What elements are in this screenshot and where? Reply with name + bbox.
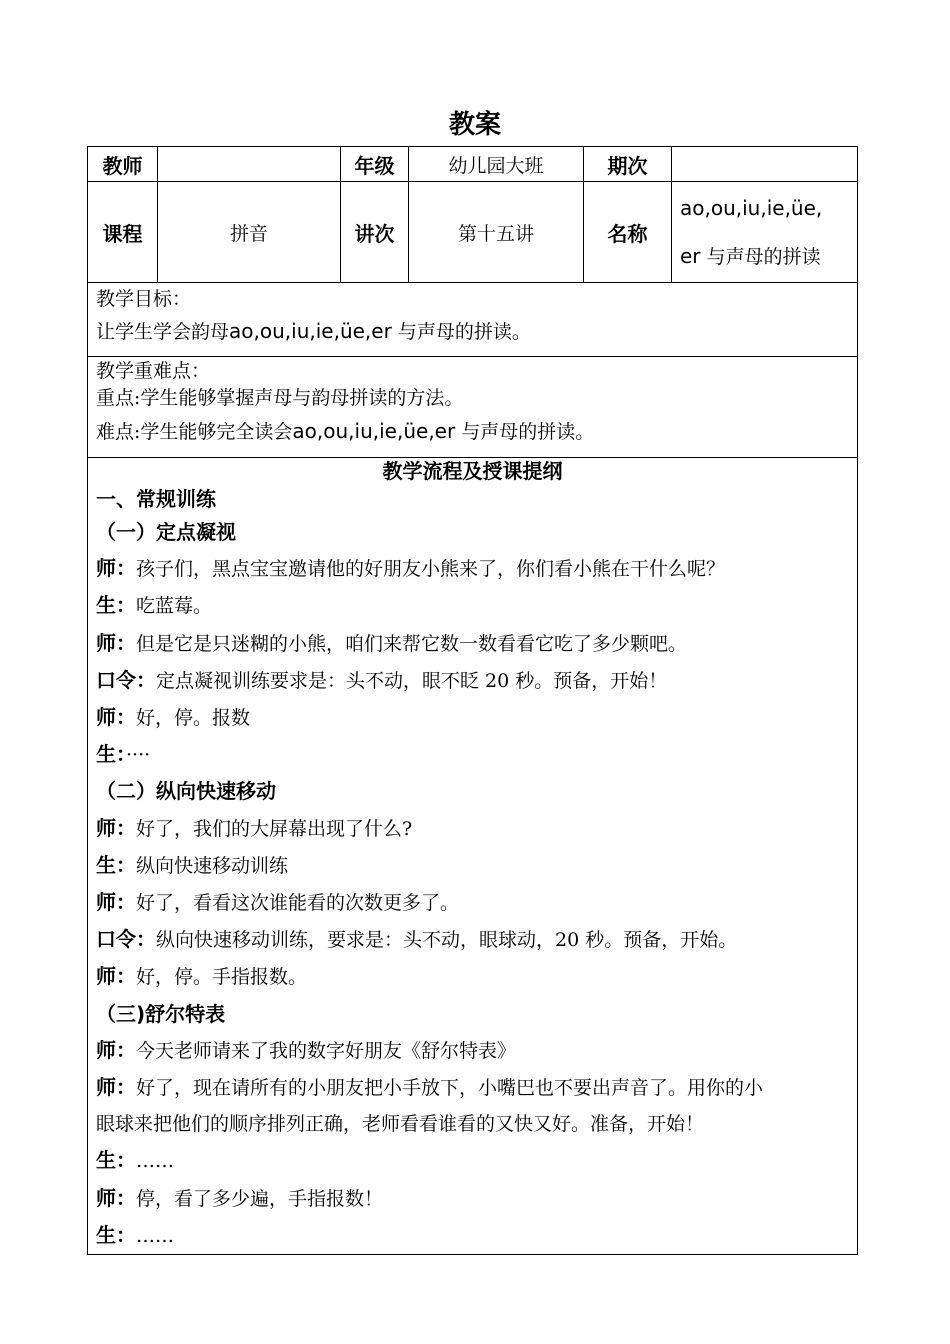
dialogue-group-2 (96, 810, 849, 996)
speaker-label: 师： (96, 964, 136, 989)
difficulty-hard-point (96, 413, 849, 450)
dialogue-text: 眼球来把他们的顺序排列正确，老师看看谁看的又快又好。准备，开始！ (96, 1113, 705, 1136)
goal-text-c: 与声母的拼读。 (397, 321, 531, 343)
course-label: 课程 (88, 182, 158, 283)
hard-point-c: 与声母的拼读。 (461, 421, 595, 443)
dialogue-line (96, 847, 849, 884)
dialogue-group-3 (96, 1032, 849, 1254)
grade-value: 幼儿园大班 (409, 147, 584, 182)
header-row-2 (88, 182, 858, 283)
hard-point-b: ao,ou,iu,ie,üe,er (292, 419, 456, 443)
speaker-label: 师： (96, 1037, 136, 1062)
flow-heading: 教学流程及授课提纲 (382, 459, 563, 483)
dialogue-line (96, 921, 849, 958)
dialogue-text: 停，看了多少遍，手指报数！ (136, 1187, 384, 1210)
name-label: 名称 (584, 182, 672, 283)
dialogue-line (96, 1180, 849, 1217)
speaker-label: 生： (96, 1222, 136, 1247)
name-value-line2 (680, 232, 857, 281)
document-title: 教案 (448, 110, 501, 140)
dialogue-line (96, 736, 849, 773)
dialogue-text: 好，停。手指报数。 (136, 966, 308, 989)
speaker-label: 口令： (96, 667, 156, 692)
dialogue-text: 好了，我们的大屏幕出现了什么? (136, 817, 413, 840)
teacher-value (158, 147, 341, 182)
sub-heading-3: （三)舒尔特表 (96, 1001, 226, 1026)
dialogue-text: 今天老师请来了我的数字好朋友《舒尔特表》 (136, 1039, 517, 1062)
term-label: 期次 (584, 147, 672, 182)
lecture-value: 第十五讲 (409, 182, 584, 283)
dialogue-text: 纵向快速移动训练 (136, 854, 289, 877)
flow-cell (88, 458, 858, 1255)
speaker-label: 生： (96, 742, 126, 767)
dialogue-text: 好了，看看这次谁能看的次数更多了。 (136, 892, 460, 915)
goal-text (96, 313, 849, 350)
dialogue-line (96, 1069, 849, 1106)
dialogue-text: 好，停。报数 (136, 707, 251, 730)
dialogue-text: 吃蓝莓。 (136, 595, 213, 618)
speaker-label: 口令： (96, 927, 156, 952)
lecture-label: 讲次 (341, 182, 409, 283)
goal-row (88, 283, 858, 357)
dialogue-text: 纵向快速移动训练，要求是：头不动，眼球动，20 秒。预备，开始。 (156, 929, 738, 952)
speaker-label: 师： (96, 815, 136, 840)
goal-heading: 教学目标： (96, 288, 192, 310)
difficulty-cell (88, 357, 858, 458)
dialogue-line (96, 550, 849, 587)
dialogue-text: 但是它是只迷糊的小熊，咱们来帮它数一数看看它吃了多少颗吧。 (136, 632, 688, 655)
name-value-line1: ao,ou,iu,ie,üe, (680, 195, 823, 220)
dialogue-line (96, 810, 849, 847)
dialogue-text: 好了，现在请所有的小朋友把小手放下，小嘴巴也不要出声音了。用你的小 (136, 1077, 764, 1100)
flow-row (88, 458, 858, 1255)
speaker-label: 师： (96, 890, 136, 915)
course-value: 拼音 (158, 182, 341, 283)
dialogue-text: 定点凝视训练要求是：头不动，眼不眨 20 秒。预备，开始！ (156, 669, 668, 692)
dialogue-line (96, 1106, 849, 1142)
dialogue-line (96, 587, 849, 624)
speaker-label: 师： (96, 630, 136, 655)
dialogue-line (96, 1032, 849, 1069)
goal-cell (88, 283, 858, 357)
grade-label: 年级 (341, 147, 409, 182)
dialogue-text: 孩子们，黑点宝宝邀请他的好朋友小熊来了，你们看小熊在干什么呢？ (136, 558, 726, 581)
dialogue-line (96, 884, 849, 921)
sub-heading-1: （一）定点凝视 (96, 520, 236, 544)
dialogue-line (96, 1142, 849, 1179)
teacher-label: 教师 (88, 147, 158, 182)
dialogue-text: …… (136, 1224, 174, 1247)
dialogue-line (96, 1217, 849, 1254)
difficulty-key-point: 重点:学生能够掌握声母与韵母拼读的方法。 (96, 387, 464, 409)
dialogue-line (96, 699, 849, 736)
speaker-label: 师： (96, 705, 136, 730)
difficulty-row (88, 357, 858, 458)
speaker-label: 生： (96, 1148, 136, 1173)
goal-text-b: ao,ou,iu,ie,üe,er (229, 319, 392, 343)
speaker-label: 师： (96, 556, 136, 581)
dialogue-line (96, 625, 849, 662)
dialogue-line (96, 662, 849, 699)
speaker-label: 师： (96, 1075, 136, 1100)
header-row-1 (88, 147, 858, 182)
dialogue-line (96, 958, 849, 995)
difficulty-heading: 教学重难点： (96, 360, 211, 382)
speaker-label: 师： (96, 1185, 136, 1210)
dialogue-group-1 (96, 550, 849, 773)
goal-text-a: 让学生学会韵母 (96, 321, 230, 343)
section-heading-1: 一、常规训练 (96, 487, 216, 511)
hard-point-a: 难点:学生能够完全读会 (96, 421, 293, 443)
term-value (672, 147, 858, 182)
name-value-line2-cn: 与声母的拼读 (706, 245, 821, 268)
lesson-plan-table (87, 146, 858, 1255)
dialogue-text: …… (136, 1150, 174, 1173)
name-value-line2-latin: er (680, 243, 701, 268)
sub-heading-2: （二）纵向快速移动 (96, 779, 276, 804)
speaker-label: 生： (96, 593, 136, 618)
name-value (672, 182, 858, 283)
dialogue-text: ···· (126, 744, 151, 767)
speaker-label: 生： (96, 852, 136, 877)
